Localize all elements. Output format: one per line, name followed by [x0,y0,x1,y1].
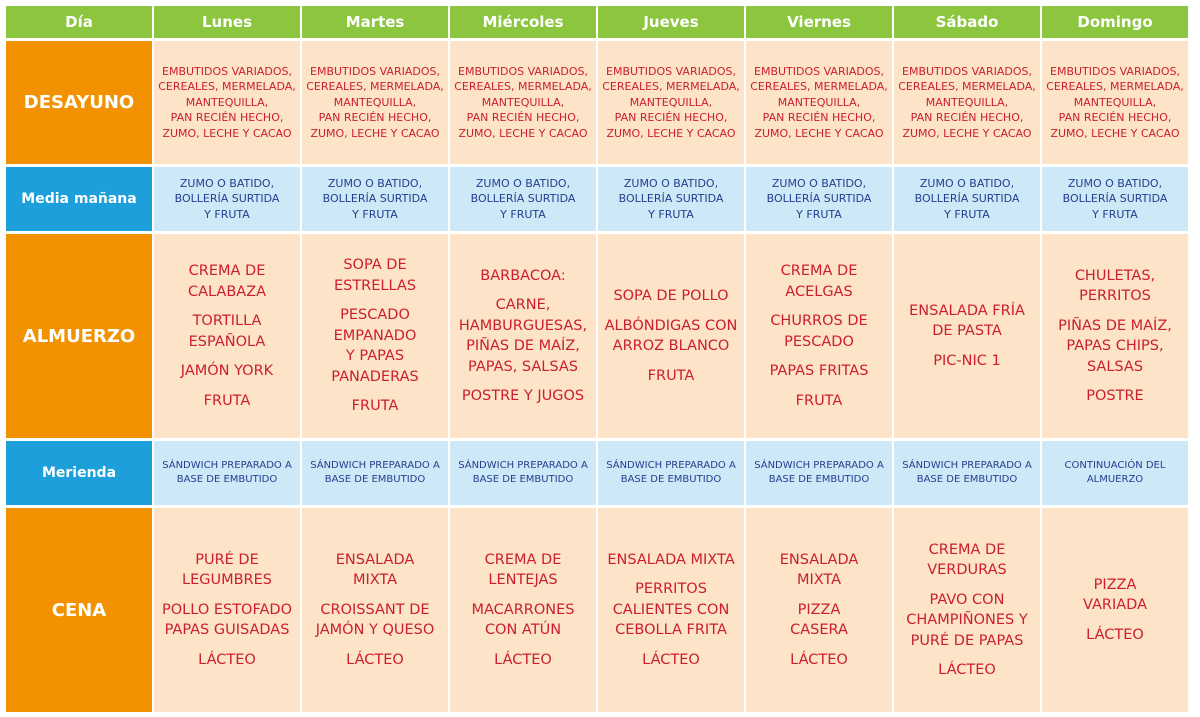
cena-cell [894,508,1040,712]
menu-item: PIÑAS DE MAÍZ, PAPAS CHIPS, SALSAS [1058,317,1172,375]
media-manana-cell: ZUMO O BATIDO, BOLLERÍA SURTIDA Y FRUTA [302,167,448,231]
menu-item: ALBÓNDIGAS CON ARROZ BLANCO [604,317,738,354]
merienda-cell: SÁNDWICH PREPARADO A BASE DE EMBUTIDO [154,441,300,505]
almuerzo-cell [746,234,892,438]
menu-item: CHURROS DE PESCADO [770,313,868,350]
row-label-desayuno: DESAYUNO [6,41,152,164]
header-day-sunday: Domingo [1042,6,1188,38]
header-day-saturday: Sábado [894,6,1040,38]
cena-cell [746,508,892,712]
cena-cell [598,508,744,712]
menu-item: POLLO ESTOFADO PAPAS GUISADAS [162,601,292,639]
menu-item: CROISSANT DE JAMÓN Y QUESO [315,601,435,639]
menu-item: TORTILLA ESPAÑOLA [188,313,266,350]
menu-item: CREMA DE VERDURAS [927,541,1007,578]
media-manana-cell: ZUMO O BATIDO, BOLLERÍA SURTIDA Y FRUTA [450,167,596,231]
media-manana-cell: ZUMO O BATIDO, BOLLERÍA SURTIDA Y FRUTA [598,167,744,231]
menu-item: LÁCTEO [642,651,700,668]
menu-item: SOPA DE POLLO [613,288,729,304]
almuerzo-cell [302,234,448,438]
menu-item: CARNE, HAMBURGUESAS, PIÑAS DE MAÍZ, PAPAS, SALSAS [458,297,588,375]
merienda-cell: CONTINUACIÓN DEL ALMUERZO [1042,441,1188,505]
menu-item: FRUTA [203,392,251,409]
menu-item: JAMÓN YORK [180,363,274,379]
header-day-thursday: Jueves [598,6,744,38]
menu-item: PAVO CON CHAMPIÑONES Y PURÉ DE PAPAS [906,591,1028,649]
row-label-merienda: Merienda [6,441,152,505]
header-corner: Día [6,6,152,38]
menu-item: PIC-NIC 1 [933,352,1001,369]
menu-item: FRUTA [795,392,843,409]
menu-item: PERRITOS CALIENTES CON CEBOLLA FRITA [612,581,730,639]
menu-item: PURÉ DE LEGUMBRES [182,551,272,589]
media-manana-cell: ZUMO O BATIDO, BOLLERÍA SURTIDA Y FRUTA [894,167,1040,231]
menu-item: POSTRE Y JUGOS [461,388,585,404]
header-day-monday: Lunes [154,6,300,38]
cena-cell [450,508,596,712]
menu-item: CREMA DE CALABAZA [187,263,267,300]
menu-item: CREMA DE ACELGAS [780,263,858,300]
desayuno-cell: EMBUTIDOS VARIADOS, CEREALES, MERMELADA, MANTEQUILLA, PAN RECIÉN HECHO, ZUMO, LECHE Y CACAO [746,41,892,164]
desayuno-cell: EMBUTIDOS VARIADOS, CEREALES, MERMELADA, MANTEQUILLA, PAN RECIÉN HECHO, ZUMO, LECHE Y CACAO [154,41,300,164]
almuerzo-cell [1042,234,1188,438]
menu-item: FRUTA [351,398,399,415]
menu-item: SOPA DE ESTRELLAS [333,257,417,294]
merienda-cell: SÁNDWICH PREPARADO A BASE DE EMBUTIDO [302,441,448,505]
menu-item: LÁCTEO [198,651,256,668]
cena-cell [154,508,300,712]
merienda-cell: SÁNDWICH PREPARADO A BASE DE EMBUTIDO [450,441,596,505]
desayuno-cell: EMBUTIDOS VARIADOS, CEREALES, MERMELADA, MANTEQUILLA, PAN RECIÉN HECHO, ZUMO, LECHE Y CACAO [450,41,596,164]
desayuno-cell: EMBUTIDOS VARIADOS, CEREALES, MERMELADA, MANTEQUILLA, PAN RECIÉN HECHO, ZUMO, LECHE Y CACAO [598,41,744,164]
cena-cell [1042,508,1188,712]
menu-item: CREMA DE LENTEJAS [484,551,562,589]
media-manana-cell: ZUMO O BATIDO, BOLLERÍA SURTIDA Y FRUTA [1042,167,1188,231]
row-label-cena: CENA [6,508,152,712]
menu-item: LÁCTEO [494,651,552,668]
almuerzo-cell [450,234,596,438]
menu-item: LÁCTEO [790,651,848,668]
merienda-cell: SÁNDWICH PREPARADO A BASE DE EMBUTIDO [598,441,744,505]
desayuno-cell: EMBUTIDOS VARIADOS, CEREALES, MERMELADA, MANTEQUILLA, PAN RECIÉN HECHO, ZUMO, LECHE Y CACAO [1042,41,1188,164]
cena-cell [302,508,448,712]
almuerzo-cell [894,234,1040,438]
menu-item: LÁCTEO [938,662,996,678]
merienda-cell: SÁNDWICH PREPARADO A BASE DE EMBUTIDO [894,441,1040,505]
almuerzo-cell [154,234,300,438]
menu-item: MACARRONES CON ATÚN [471,601,575,639]
merienda-cell: SÁNDWICH PREPARADO A BASE DE EMBUTIDO [746,441,892,505]
menu-item: BARBACOA: [480,267,566,284]
menu-item: CHULETAS, PERRITOS [1074,267,1156,304]
header-day-friday: Viernes [746,6,892,38]
desayuno-cell: EMBUTIDOS VARIADOS, CEREALES, MERMELADA, MANTEQUILLA, PAN RECIÉN HECHO, ZUMO, LECHE Y CACAO [302,41,448,164]
row-label-almuerzo: ALMUERZO [6,234,152,438]
header-day-tuesday: Martes [302,6,448,38]
menu-item: PESCADO EMPANADO Y PAPAS PANADERAS [331,307,419,385]
weekly-menu-table [6,6,1188,712]
menu-item: POSTRE [1086,388,1144,404]
menu-item: PIZZA VARIADA [1082,576,1147,614]
menu-item: ENSALADA FRÍA DE PASTA [909,302,1025,340]
menu-item: LÁCTEO [346,651,404,668]
menu-item: ENSALADA MIXTA [779,551,859,589]
row-label-media-manana: Media mañana [6,167,152,231]
menu-item: PAPAS FRITAS [769,363,869,379]
media-manana-cell: ZUMO O BATIDO, BOLLERÍA SURTIDA Y FRUTA [154,167,300,231]
media-manana-cell: ZUMO O BATIDO, BOLLERÍA SURTIDA Y FRUTA [746,167,892,231]
desayuno-cell: EMBUTIDOS VARIADOS, CEREALES, MERMELADA, MANTEQUILLA, PAN RECIÉN HECHO, ZUMO, LECHE Y CACAO [894,41,1040,164]
menu-item: PIZZA CASERA [790,601,848,639]
almuerzo-cell [598,234,744,438]
menu-item: ENSALADA MIXTA [335,551,415,589]
header-day-wednesday: Miércoles [450,6,596,38]
menu-item: LÁCTEO [1086,626,1144,643]
menu-item: FRUTA [647,367,695,384]
menu-item: ENSALADA MIXTA [607,551,735,568]
